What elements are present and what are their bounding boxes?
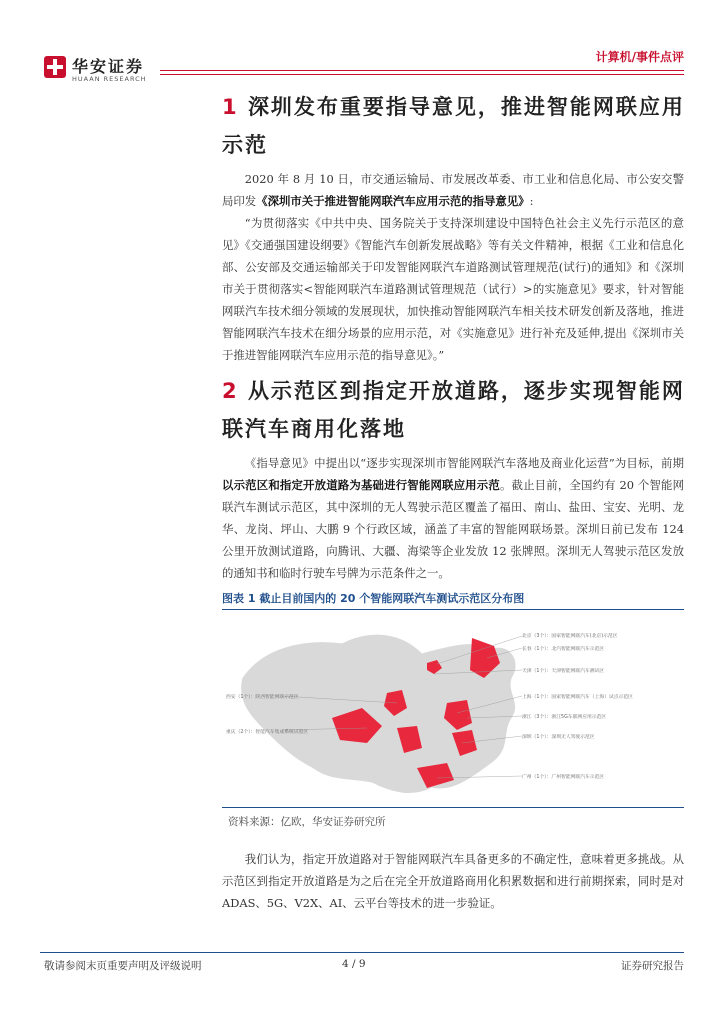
section2-title-line1: 从示范区到指定开放道路，逐步实现智能网 xyxy=(247,379,685,403)
figure-source: 资料来源：亿欧，华安证券研究所 xyxy=(228,816,386,828)
label-changchun: 长春（1个）：北汽智能网联汽车示范区 xyxy=(522,647,605,652)
section1-p1-text: 2020 年 8 月 10 日，市交通运输局、市发展改革委、市工业和信息化局、市公安交警局印发 xyxy=(222,172,684,208)
header-divider xyxy=(160,70,684,71)
section1-paragraph1 xyxy=(222,168,684,212)
section1-p1-end: : xyxy=(529,194,534,208)
section1-quote: “为贯彻落实《中共中央、国务院关于支持深圳建设中国特色社会主义先行示范区的意见》《交通强国建设纲要》《智能汽车创新发展战略》等有关文件精神，根据《工业和信息化部、公安部及交通运输部关于印发智能网联汽车道路测试管理规范(试行)的通知》和《深圳市关于贯彻落实<智能网联汽车道路测试管理规范（试行）>的实施意见》要求，针对智能网联汽车技术细分领域的发展现状，加快推动智能网联汽车相关技术研发创新及落地，推进智能网联汽车技术在细分场景的应用示范，对《实施意见》进行补充及延伸,提出《深圳市关于推进智能网联汽车应用示范的指导意见》。” xyxy=(222,216,684,362)
label-shanghai: 上海（1个）：国家智能网联汽车（上海）试点示范区 xyxy=(522,695,633,700)
section2-number: 2 xyxy=(222,379,239,403)
section1-heading-cont xyxy=(222,128,692,162)
section1-heading xyxy=(222,90,692,124)
section1-p1-bold: 《深圳市关于推进智能网联汽车应用示范的指导意见》 xyxy=(256,194,530,208)
section2-p1-bold: 以示范区和指定开放道路为基础进行智能网联应用示范 xyxy=(222,478,500,492)
logo-icon xyxy=(44,56,66,78)
china-map-figure xyxy=(222,608,684,808)
section2-paragraph1 xyxy=(222,452,684,584)
section2-p1-text: 《指导意见》中提出以“逐步实现深圳市智能网联汽车落地及商业化运营”为目标，前期 xyxy=(244,456,684,470)
section2-heading xyxy=(222,374,692,408)
page-header xyxy=(40,44,684,90)
section1-title-line2: 示范 xyxy=(222,133,268,157)
footer-disclaimer: 敬请参阅末页重要声明及评级说明 xyxy=(44,960,202,972)
page-number: 4 / 9 xyxy=(342,958,366,970)
report-category: 计算机/事件点评 xyxy=(595,50,684,64)
label-tianjin: 天津（1个）：天津智能网联汽车测试区 xyxy=(522,669,605,674)
section3-paragraph1: 我们认为，指定开放道路对于智能网联汽车具备更多的不确定性，意味着更多挑战。从示范区到指定开放道路是为之后在完全开放道路商用化积累数据和进行前期探索，同时是对 ADAS、5G、V2X、AI、云平台等技术的进一步验证。 xyxy=(222,852,684,910)
label-guangzhou: 广州（1个）：广州智能网联汽车示范区 xyxy=(522,775,605,780)
label-xian: 西安（1个）：陕西智能网联示范区 xyxy=(226,695,299,700)
figure-source-divider xyxy=(222,807,684,808)
label-zhejiang: 浙江（3个）：浙江5G车联网应用示范区 xyxy=(522,715,607,720)
section2-p1-end: 。截止目前，全国约有 20 个智能网联汽车测试示范区，其中深圳的无人驾驶示范区覆盖了福田、南山、盐田、宝安、光明、龙华、龙岗、坪山、大鹏 9 个行政区域，涵盖了丰富的智能网联场景。深圳日前已发布 124 公里开放测试道路，向腾讯、大疆、海梁等企业发放 12 张牌照。深圳无人驾驶示范区发放的通知书和临时行驶车号牌为示范条件之一。 xyxy=(222,478,684,580)
section2-title-line2: 联汽车商用化落地 xyxy=(222,417,406,441)
logo-text: 华安证券 xyxy=(72,57,145,76)
footer-report-type: 证券研究报告 xyxy=(621,960,684,972)
china-map-svg xyxy=(222,608,684,808)
section1-number: 1 xyxy=(222,95,239,119)
label-chongqing: 重庆（2个）：智能汽车集成系统试验区 xyxy=(226,730,309,735)
footer-divider xyxy=(40,952,684,953)
label-shenzhen: 深圳（1个）：深圳无人驾驶示范区 xyxy=(522,735,595,740)
figure-title: 图表 1 截止目前国内的 20 个智能网联汽车测试示范区分布图 xyxy=(222,590,684,610)
header-divider-thin xyxy=(160,74,684,75)
label-beijing: 北京（3个）：国家智能网联汽车(北京)示范区 xyxy=(522,634,618,639)
section1-title-line1: 深圳发布重要指导意见，推进智能网联应用 xyxy=(247,95,685,119)
logo-subtext: HUAAN RESEARCH xyxy=(72,75,147,83)
section2-heading-cont xyxy=(222,412,692,446)
